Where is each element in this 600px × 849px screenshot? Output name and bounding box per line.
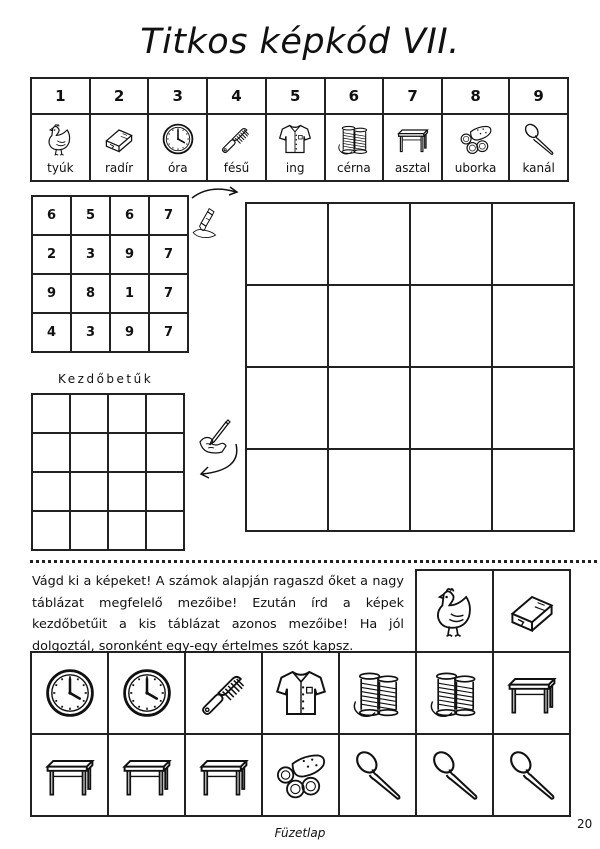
key-cell-7	[383, 114, 442, 181]
cutout-cell[interactable]	[262, 652, 339, 734]
picture-cell[interactable]	[246, 367, 328, 449]
comb-icon	[218, 121, 254, 157]
picture-cell[interactable]	[410, 203, 492, 285]
spoon-icon	[350, 747, 406, 803]
key-cell-4	[207, 114, 266, 181]
initial-cell[interactable]	[146, 394, 184, 433]
initial-cell[interactable]	[32, 394, 70, 433]
hen-icon	[427, 583, 483, 639]
cutout-cell[interactable]	[416, 570, 493, 652]
thread-icon	[427, 665, 483, 721]
cucumber-icon	[273, 747, 329, 803]
key-cell-6	[325, 114, 384, 181]
table-icon	[119, 747, 175, 803]
picture-cell[interactable]	[328, 285, 410, 367]
arrow-right-icon	[188, 180, 246, 214]
initial-cell[interactable]	[108, 472, 146, 511]
picture-cell[interactable]	[328, 203, 410, 285]
eraser-icon	[504, 583, 560, 639]
table-icon	[196, 747, 252, 803]
code-cell: 6	[32, 196, 71, 235]
key-number-1: 1	[31, 78, 90, 114]
key-number-4: 4	[207, 78, 266, 114]
key-word-8: uborka	[454, 161, 497, 175]
picture-cell[interactable]	[492, 367, 574, 449]
cutout-cell[interactable]	[416, 734, 493, 816]
code-cell: 8	[71, 274, 110, 313]
key-cell-5	[266, 114, 325, 181]
initial-cell[interactable]	[32, 472, 70, 511]
key-number-7: 7	[383, 78, 442, 114]
picture-cell[interactable]	[246, 285, 328, 367]
page-title: Titkos képkód VII.	[140, 22, 460, 62]
code-cell: 9	[110, 235, 149, 274]
initial-cell[interactable]	[146, 433, 184, 472]
picture-cell[interactable]	[410, 285, 492, 367]
cutout-cell[interactable]	[185, 652, 262, 734]
initial-cell[interactable]	[70, 511, 108, 550]
initial-cell[interactable]	[70, 472, 108, 511]
cutout-cell[interactable]	[339, 652, 416, 734]
cutout-cell[interactable]	[493, 570, 570, 652]
key-word-5: ing	[285, 161, 305, 175]
table-icon	[42, 747, 98, 803]
cutout-cell[interactable]	[493, 652, 570, 734]
clock-icon	[119, 665, 175, 721]
cutout-cell[interactable]	[31, 652, 108, 734]
page-number: 20	[577, 817, 593, 831]
key-number-9: 9	[509, 78, 568, 114]
code-cell: 7	[149, 235, 188, 274]
key-table	[30, 77, 569, 182]
comb-icon	[196, 665, 252, 721]
shirt-icon	[273, 665, 329, 721]
shirt-icon	[277, 121, 313, 157]
picture-cell[interactable]	[246, 449, 328, 531]
code-cell: 1	[110, 274, 149, 313]
key-number-3: 3	[148, 78, 207, 114]
picture-cell[interactable]	[492, 285, 574, 367]
cutout-cell[interactable]	[493, 734, 570, 816]
picture-grid	[245, 202, 575, 532]
cutout-cell[interactable]	[416, 652, 493, 734]
initial-cell[interactable]	[108, 394, 146, 433]
key-word-3: óra	[167, 161, 188, 175]
code-cell: 4	[32, 313, 71, 352]
hen-icon	[42, 121, 78, 157]
table-icon	[395, 121, 431, 157]
cutout-cell[interactable]	[31, 734, 108, 816]
spoon-icon	[504, 747, 560, 803]
picture-cell[interactable]	[246, 203, 328, 285]
spoon-icon	[521, 121, 557, 157]
clock-icon	[42, 665, 98, 721]
key-number-6: 6	[325, 78, 384, 114]
key-number-8: 8	[442, 78, 509, 114]
code-cell: 7	[149, 196, 188, 235]
key-word-4: fésű	[223, 161, 250, 175]
picture-cell[interactable]	[328, 367, 410, 449]
code-cell: 9	[32, 274, 71, 313]
initials-label: Kezdőbetűk	[58, 372, 154, 386]
initial-cell[interactable]	[146, 472, 184, 511]
initial-cell[interactable]	[32, 511, 70, 550]
spoon-icon	[427, 747, 483, 803]
cutout-cell[interactable]	[185, 734, 262, 816]
cutout-cell[interactable]	[339, 734, 416, 816]
initials-grid	[31, 393, 185, 551]
code-cell: 3	[71, 235, 110, 274]
initial-cell[interactable]	[108, 511, 146, 550]
key-number-2: 2	[90, 78, 149, 114]
arrow-left-icon	[196, 440, 244, 482]
key-cell-3	[148, 114, 207, 181]
picture-cell[interactable]	[492, 449, 574, 531]
instructions-text: Vágd ki a képeket! A számok alapján ragaszd őket a nagy táblázat megfelelő mezőibe! Ezután írd a képek kezdőbetűit a kis táblázat azonos mezőibe! Ha jól dolgoztál, soronként egy-egy értelmes szót kapsz.	[32, 574, 404, 654]
code-cell: 9	[110, 313, 149, 352]
code-cell: 6	[110, 196, 149, 235]
cutout-cell[interactable]	[262, 734, 339, 816]
key-cell-2	[90, 114, 149, 181]
clock-icon	[160, 121, 196, 157]
initial-cell[interactable]	[108, 433, 146, 472]
initial-cell[interactable]	[32, 433, 70, 472]
code-cell: 3	[71, 313, 110, 352]
picture-cell[interactable]	[328, 449, 410, 531]
key-cell-8	[442, 114, 509, 181]
key-word-9: kanál	[522, 161, 555, 175]
picture-cell[interactable]	[492, 203, 574, 285]
picture-cell[interactable]	[410, 367, 492, 449]
thread-icon	[350, 665, 406, 721]
cutout-cell[interactable]	[108, 734, 185, 816]
key-cell-1	[31, 114, 90, 181]
table-icon	[504, 665, 560, 721]
key-number-5: 5	[266, 78, 325, 114]
code-cell: 7	[149, 313, 188, 352]
eraser-icon	[101, 121, 137, 157]
cucumber-icon	[458, 121, 494, 157]
cutout-cell[interactable]	[108, 652, 185, 734]
code-cell: 2	[32, 235, 71, 274]
initial-cell[interactable]	[70, 433, 108, 472]
key-word-6: cérna	[337, 161, 371, 175]
key-word-2: radír	[104, 161, 134, 175]
key-word-1: tyúk	[47, 161, 74, 175]
initial-cell[interactable]	[70, 394, 108, 433]
key-word-7: asztal	[394, 161, 431, 175]
code-grid	[31, 195, 189, 353]
thread-icon	[336, 121, 372, 157]
key-cell-9	[509, 114, 568, 181]
code-cell: 5	[71, 196, 110, 235]
picture-cell[interactable]	[410, 449, 492, 531]
cut-line	[30, 560, 597, 563]
footer-label: Füzetlap	[274, 826, 326, 840]
code-cell: 7	[149, 274, 188, 313]
initial-cell[interactable]	[146, 511, 184, 550]
